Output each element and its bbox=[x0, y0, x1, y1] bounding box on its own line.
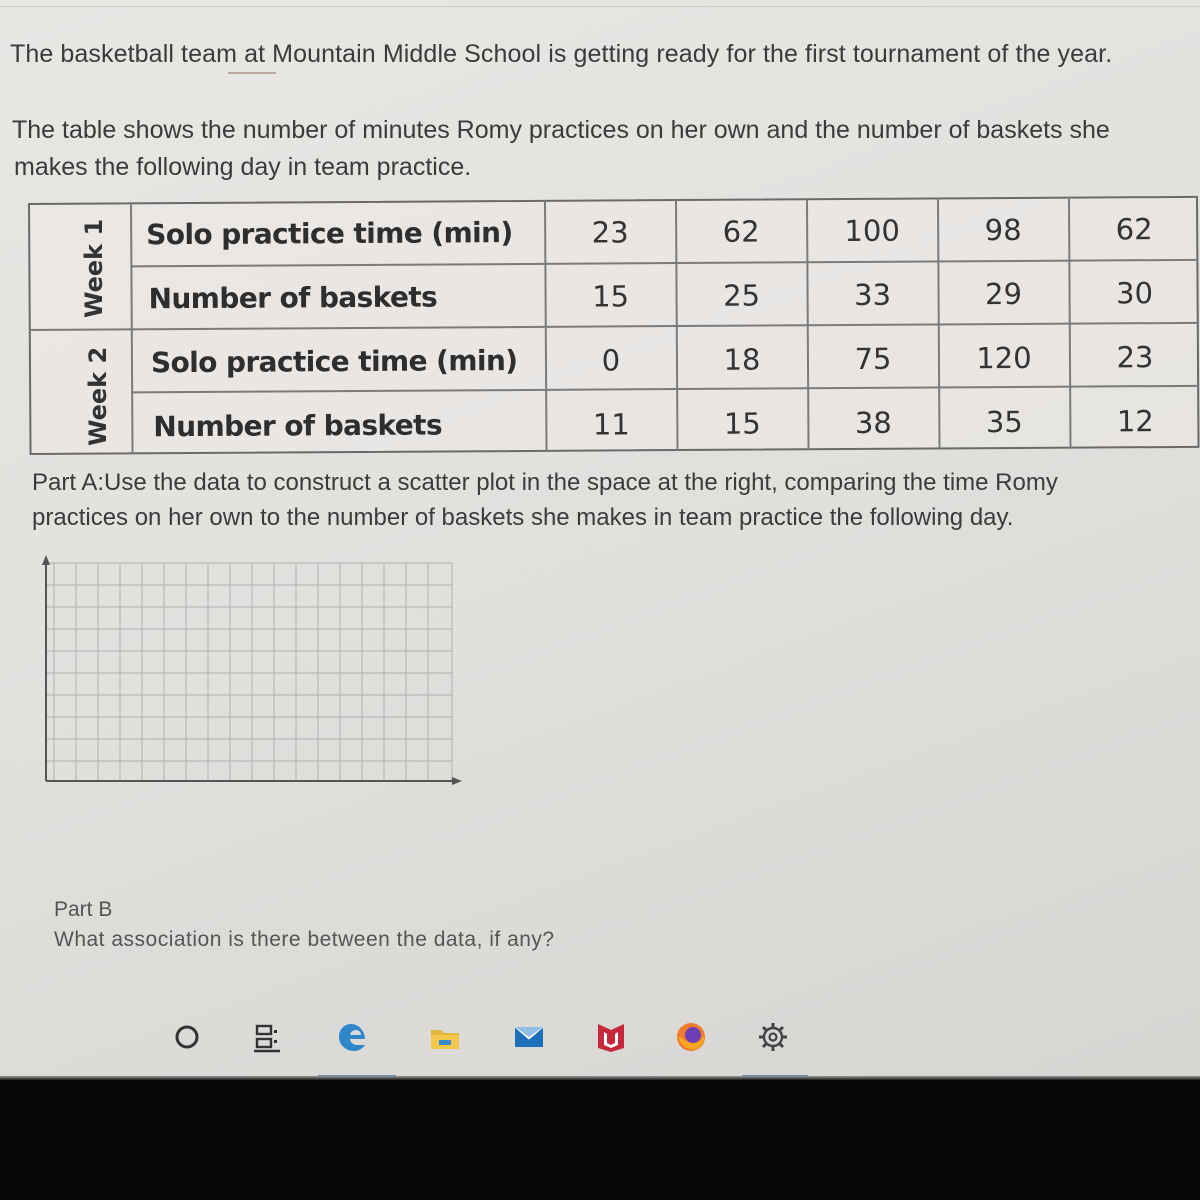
search-icon[interactable] bbox=[170, 1020, 204, 1054]
y-axis-arrow bbox=[42, 555, 50, 565]
file-explorer-icon[interactable] bbox=[428, 1020, 462, 1054]
table-cell: 35 bbox=[985, 404, 1023, 440]
task-view-icon[interactable] bbox=[250, 1020, 284, 1054]
practice-data-table bbox=[28, 196, 1200, 457]
intro-text: The basketball team at Mountain Middle School is getting ready for the first tournament of the year. bbox=[10, 40, 1113, 68]
table-cell: 30 bbox=[1116, 276, 1154, 311]
description-line-1: The table shows the number of minutes Romy practices on her own and the number of baskets she bbox=[12, 116, 1110, 144]
table-cell: 33 bbox=[854, 277, 892, 312]
mail-icon[interactable] bbox=[512, 1020, 546, 1054]
table-cell: 12 bbox=[1116, 404, 1154, 439]
part-b-title: Part B bbox=[54, 898, 113, 921]
settings-icon[interactable] bbox=[756, 1020, 790, 1054]
table-cell: 23 bbox=[1116, 340, 1154, 375]
table-cell: 38 bbox=[854, 405, 892, 440]
scatter-plot-grid[interactable] bbox=[38, 555, 468, 795]
mcafee-icon[interactable] bbox=[594, 1020, 628, 1054]
week1-label: Week 1 bbox=[80, 218, 108, 318]
table-cell: 11 bbox=[592, 407, 630, 442]
taskbar bbox=[0, 998, 1200, 1080]
part-a-line-1: Part A:Use the data to construct a scatter plot in the space at the right, comparing the time Romy bbox=[32, 469, 1058, 496]
firefox-icon[interactable] bbox=[674, 1020, 708, 1054]
table-cell: 120 bbox=[976, 340, 1032, 376]
table-cell: 18 bbox=[723, 342, 761, 377]
week2-label: Week 2 bbox=[84, 346, 112, 446]
grid-lines bbox=[46, 563, 452, 781]
row-label-week1-time: Solo practice time (min) bbox=[146, 216, 513, 252]
edge-browser-icon[interactable] bbox=[336, 1020, 370, 1054]
table-cell: 29 bbox=[985, 276, 1023, 312]
row-label-week1-baskets: Number of baskets bbox=[148, 280, 438, 316]
part-a-line-2: practices on her own to the number of baskets she makes in team practice the following day. bbox=[32, 504, 1014, 531]
description-line-2: makes the following day in team practice. bbox=[14, 153, 472, 181]
screen-top-rule bbox=[0, 6, 1200, 7]
table-cell: 0 bbox=[601, 343, 621, 378]
table-cell: 62 bbox=[1115, 212, 1153, 247]
table-cell: 98 bbox=[984, 212, 1022, 248]
part-b-question: What association is there between the data, if any? bbox=[54, 928, 555, 951]
spellcheck-underline bbox=[228, 72, 276, 74]
table-cell: 62 bbox=[722, 214, 760, 249]
table-cell: 25 bbox=[723, 278, 761, 313]
x-axis-arrow bbox=[452, 777, 462, 785]
table-cell: 75 bbox=[854, 341, 892, 376]
row-label-week2-baskets: Number of baskets bbox=[153, 408, 443, 444]
row-label-week2-time: Solo practice time (min) bbox=[150, 344, 518, 380]
table-cell: 15 bbox=[723, 406, 761, 441]
monitor-bezel bbox=[0, 1080, 1200, 1200]
table-cell: 100 bbox=[844, 213, 900, 249]
table-cell: 15 bbox=[592, 279, 630, 314]
table-cell: 23 bbox=[591, 215, 629, 250]
